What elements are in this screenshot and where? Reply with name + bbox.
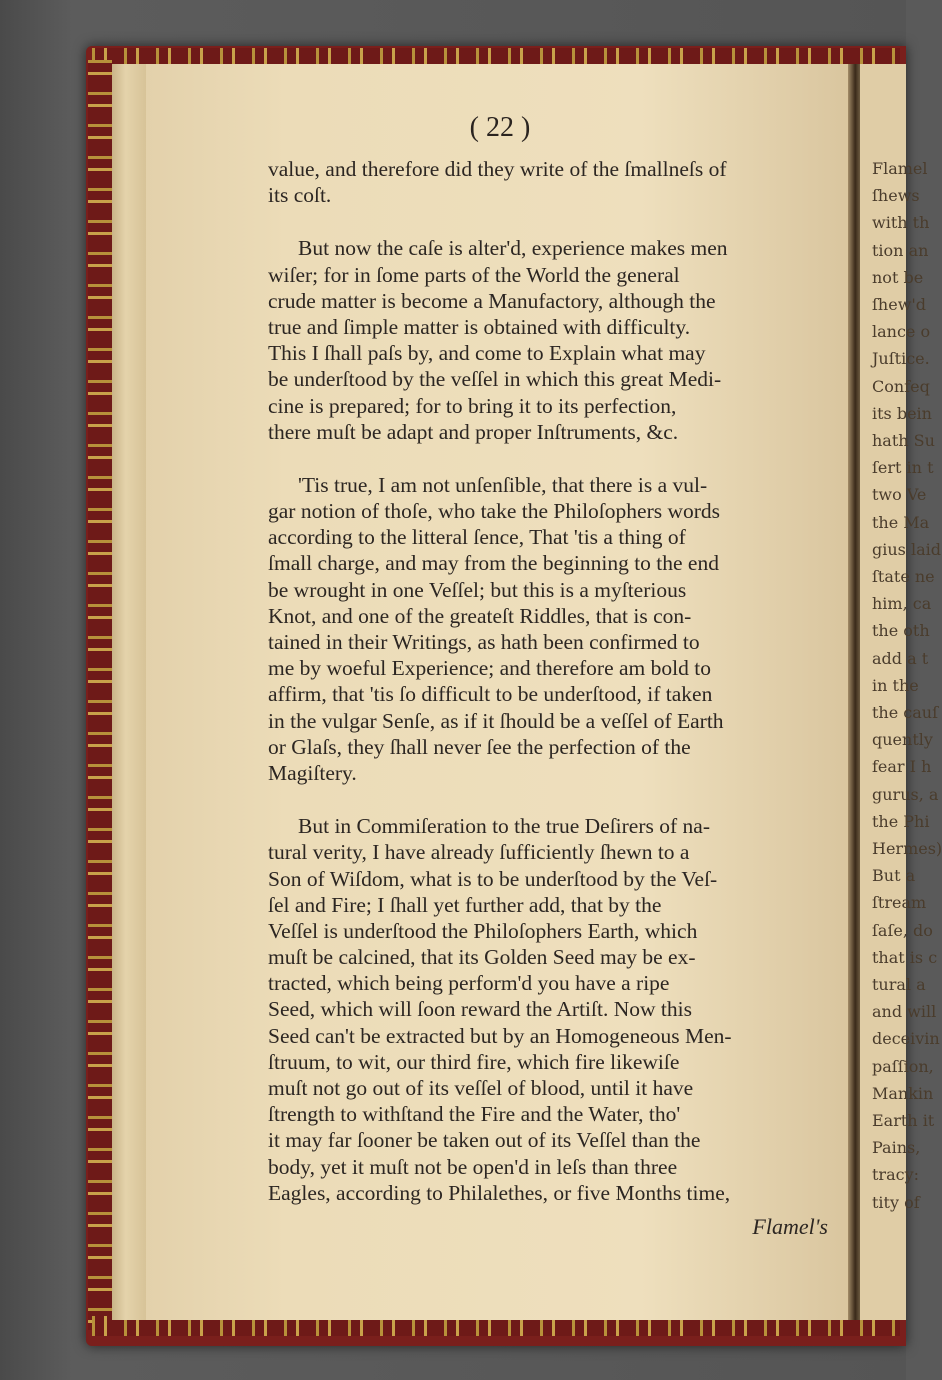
facing-page-fragment: in the [872,675,919,695]
book-page [146,64,854,1320]
paragraph [268,235,828,445]
text-line: ſel and Fire; I ſhall yet further add, that by the [268,892,662,917]
facing-page-fragment: tion an [872,240,929,260]
facing-page-fragment: Pains, [872,1138,921,1158]
facing-page-fragment: not be [872,267,924,287]
text-line: Veſſel is underſtood the Philoſophers Earth, which [268,918,698,943]
facing-page-fragment: the oth [872,621,930,641]
text-line: But now the caſe is alter'd, experience makes men [298,236,728,261]
text-line: Seed, which will ſoon reward the Artiſt. Now this [268,997,692,1022]
text-line: ſtrength to withſtand the Fire and the Water, tho' [268,1102,681,1127]
paragraph-gap [268,208,828,235]
facing-page-fragment: the Ma [872,512,930,532]
text-line: be wrought in one Veſſel; but this is a myſterious [268,577,687,602]
facing-page-fragment: Mankin [872,1083,934,1103]
text-line: in the vulgar Senſe, as if it ſhould be a veſſel of Earth [268,708,724,733]
paragraph-gap [268,445,828,472]
text-line: Son of Wiſdom, what is to be underſtood by the Veſ- [268,866,718,891]
facing-page-fragment: the cauſ [872,703,939,722]
text-line: affirm, that 'tis ſo difficult to be underſtood, if taken [268,682,713,707]
text-line: Seed can't be extracted but by an Homogeneous Men- [268,1023,732,1048]
page-text [268,156,828,1206]
text-line: be underſtood by the veſſel in which this great Medi- [268,367,722,392]
text-line: value, and therefore did they write of the ſmallneſs of [268,157,727,181]
catchword: Flamel's [752,1214,828,1239]
text-line: me by woeful Experience; and therefore am bold to [268,656,711,681]
facing-page-fragment: the Phi [872,811,930,831]
facing-page-fragment: Flamel [872,159,928,178]
facing-page-fragment: gius laid [872,539,941,559]
text-line: muſt not go out of its veſſel of blood, until it have [268,1076,694,1100]
text-line: But in Commiſeration to the true Deſirers of na- [298,814,710,839]
facing-page-fragment: lance o [872,322,931,342]
facing-page-fragment: ſhew'd [872,295,927,314]
text-line: it may far ſooner be taken out of its Veſſel than the [268,1128,701,1153]
facing-page-fragment: its bein [872,403,932,423]
facing-page-fragment: ſtream [872,893,927,913]
facing-page-fragment: him, ca [872,594,932,614]
text-line: This I ſhall paſs by, and come to Explain what may [268,341,706,366]
facing-page-fragment: Earth it [872,1111,935,1130]
text-line: tained in their Writings, as hath been confirmed to [268,630,700,654]
text-line: Magiſtery. [268,760,357,785]
facing-page-fragment: Confeq [872,376,930,396]
text-line: its coſt. [268,183,332,208]
text-line: tracted, which being perform'd you have a ripe [268,971,670,996]
facing-page-fragment: that is c [872,947,938,967]
text-line: gar notion of thoſe, who take the Philoſophers words [268,499,721,524]
text-line: ſtruum, to wit, our third fire, which fire likewiſe [268,1049,680,1074]
text-line: Eagles, according to Philalethes, or five Months time, [268,1180,731,1205]
facing-page-fragment: with th [872,213,930,233]
facing-page-fragment: Hermes) [872,839,942,858]
paragraph [268,472,828,786]
gilt-border-left [88,60,112,1330]
paragraph-gap [268,786,828,813]
text-line: true and ſimple matter is obtained with difficulty. [268,314,691,339]
facing-page-fragment: tracy: [872,1165,920,1185]
text-line: tural verity, I have already ſufficiently ſhewn to a [268,840,690,865]
facing-page-fragment: But a [872,866,916,886]
page-edges [112,64,146,1320]
facing-page-fragment: fear I h [872,757,932,777]
paragraph [268,813,828,1206]
text-line: according to the litteral ſence, That 'tis a thing of [268,525,686,550]
facing-page-fragment: and will [872,1002,937,1022]
facing-page-fragment: paſſion, [872,1056,934,1076]
facing-page-fragment: two Ve [872,485,927,505]
text-line: or Glaſs, they ſhall never ſee the perfection of the [268,734,691,759]
text-line: 'Tis true, I am not unſenſible, that there is a vul- [298,472,708,497]
text-line: cine is prepared; for to bring it to its perfection, [268,393,677,418]
facing-page-fragment: add a t [872,648,929,668]
facing-page [860,64,942,1320]
text-line: crude matter is become a Manufactory, although the [268,288,716,313]
text-line: body, yet it muſt not be open'd in leſs than three [268,1154,678,1179]
facing-page-fragment: ſtate ne [872,567,935,586]
book-gutter [848,64,860,1320]
facing-page-fragment: ſaſe, do [872,920,933,940]
text-line: ſmall charge, and may from the beginning to the end [268,551,719,576]
facing-page-fragment: gurus, a [872,784,939,804]
facing-page-fragment: ſhews [872,186,920,206]
facing-page-fragment: tity of [872,1192,920,1212]
facing-page-fragment: ſert in t [872,458,934,478]
paragraph [268,156,828,208]
facing-page-fragment: Juſtice. [872,349,930,369]
text-line: muſt be calcined, that its Golden Seed may be ex- [268,945,696,970]
facing-page-fragment: hath Su [872,431,935,450]
facing-page-fragment: deceivin [872,1029,940,1049]
facing-page-fragment: quently [872,730,933,750]
page-number: ( 22 ) [469,112,531,143]
text-line: wiſer; for in ſome parts of the World the general [268,262,680,287]
text-line: Knot, and one of the greateſt Riddles, that is con- [268,603,692,628]
text-line: there muſt be adapt and proper Inſtruments, &c. [268,419,679,444]
facing-page-fragment: tural a [872,975,926,994]
